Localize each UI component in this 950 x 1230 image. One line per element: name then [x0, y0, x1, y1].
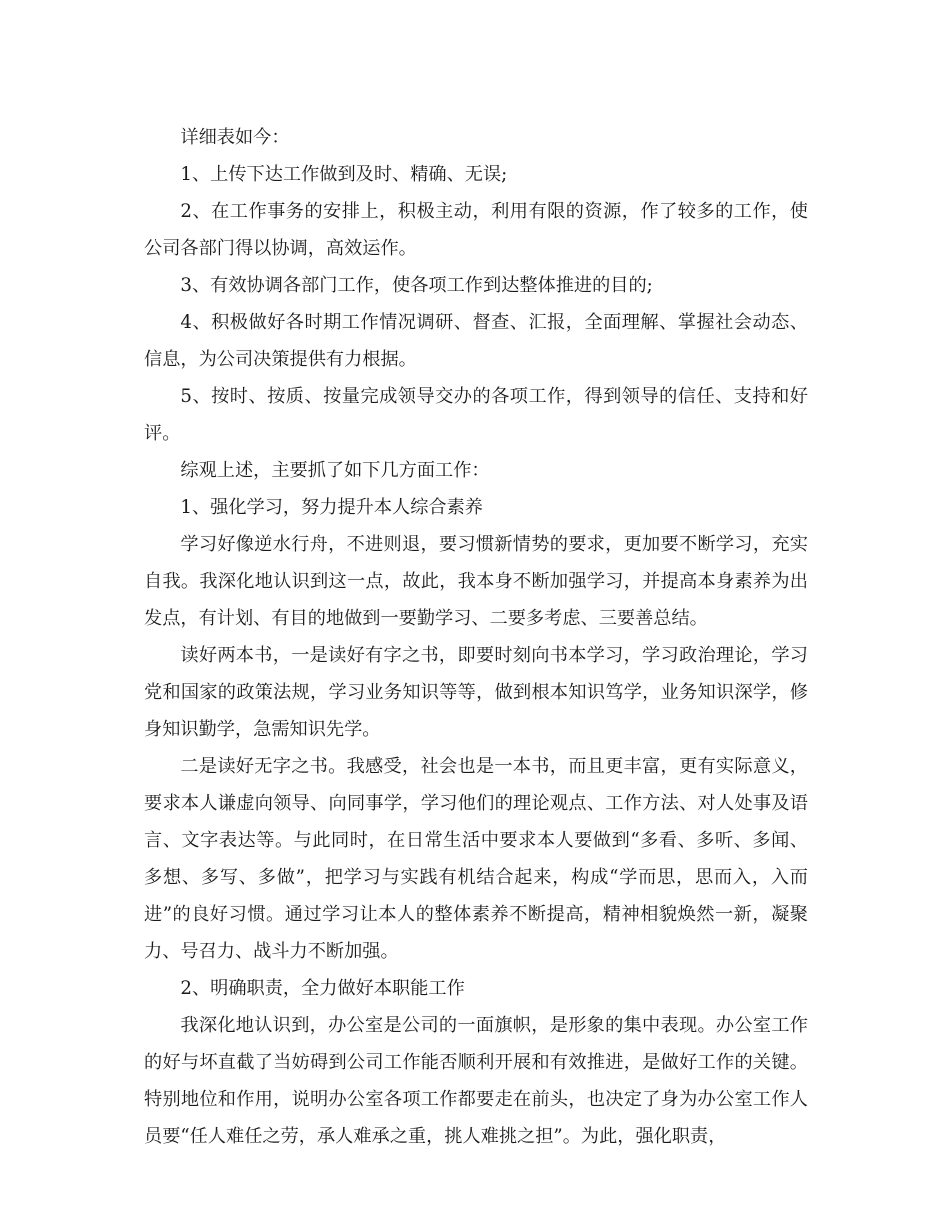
- document-body: [144, 119, 808, 1155]
- paragraph: 我深化地认识到，办公室是公司的一面旗帜，是形象的集中表现。办公室工作的好与坏直截了当妨碍到公司工作能否顺利开展和有效推进，是做好工作的关键。特别地位和作用，说明办公室各项工作都要走在前头，也决定了身为办公室工作人员要“任人难任之劳，承人难承之重，挑人难挑之担”。为此，强化职责，: [144, 1015, 808, 1147]
- paragraph: 学习好像逆水行舟，不进则退，要习惯新情势的要求，更加要不断学习，充实自我。我深化地认识到这一点，故此，我本身不断加强学习，并提高本身素养为出发点，有计划、有目的地做到一要勤学习、二要多考虑、三要善总结。: [144, 534, 808, 629]
- section-heading: 2、明确职责，全力做好本职能工作: [180, 978, 465, 999]
- paragraph: 读好两本书，一是读好有字之书，即要时刻向书本学习，学习政治理论，学习党和国家的政策法规，学习业务知识等等，做到根本知识笃学，业务知识深学，修身知识勤学，急需知识先学。: [144, 645, 808, 740]
- paragraph: 5、按时、按质、按量完成领导交办的各项工作，得到领导的信任、支持和好评。: [144, 386, 808, 444]
- paragraph: 1、上传下达工作做到及时、精确、无误;: [180, 164, 508, 185]
- paragraph: 详细表如今：: [180, 127, 290, 148]
- paragraph: 4、积极做好各时期工作情况调研、督查、汇报，全面理解、掌握社会动态、信息，为公司决策提供有力根据。: [144, 312, 808, 370]
- paragraph: 2、在工作事务的安排上，积极主动，利用有限的资源，作了较多的工作，使公司各部门得以协调，高效运作。: [144, 201, 808, 259]
- paragraph: 二是读好无字之书。我感受，社会也是一本书，而且更丰富，更有实际意义，要求本人谦虚向领导、向同事学，学习他们的理论观点、工作方法、对人处事及语言、文字表达等。与此同时，在日常生活中要求本人要做到“多看、多听、多闻、多想、多写、多做”，把学习与实践有机结合起来，构成“学而思，思而入，入而进”的良好习惯。通过学习让本人的整体素养不断提高，精神相貌焕然一新，凝聚力、号召力、战斗力不断加强。: [144, 756, 808, 962]
- paragraph: 综观上述，主要抓了如下几方面工作：: [180, 460, 490, 481]
- paragraph: 3、有效协调各部门工作，使各项工作到达整体推进的目的;: [180, 275, 653, 296]
- section-heading: 1、强化学习，努力提升本人综合素养: [180, 497, 483, 518]
